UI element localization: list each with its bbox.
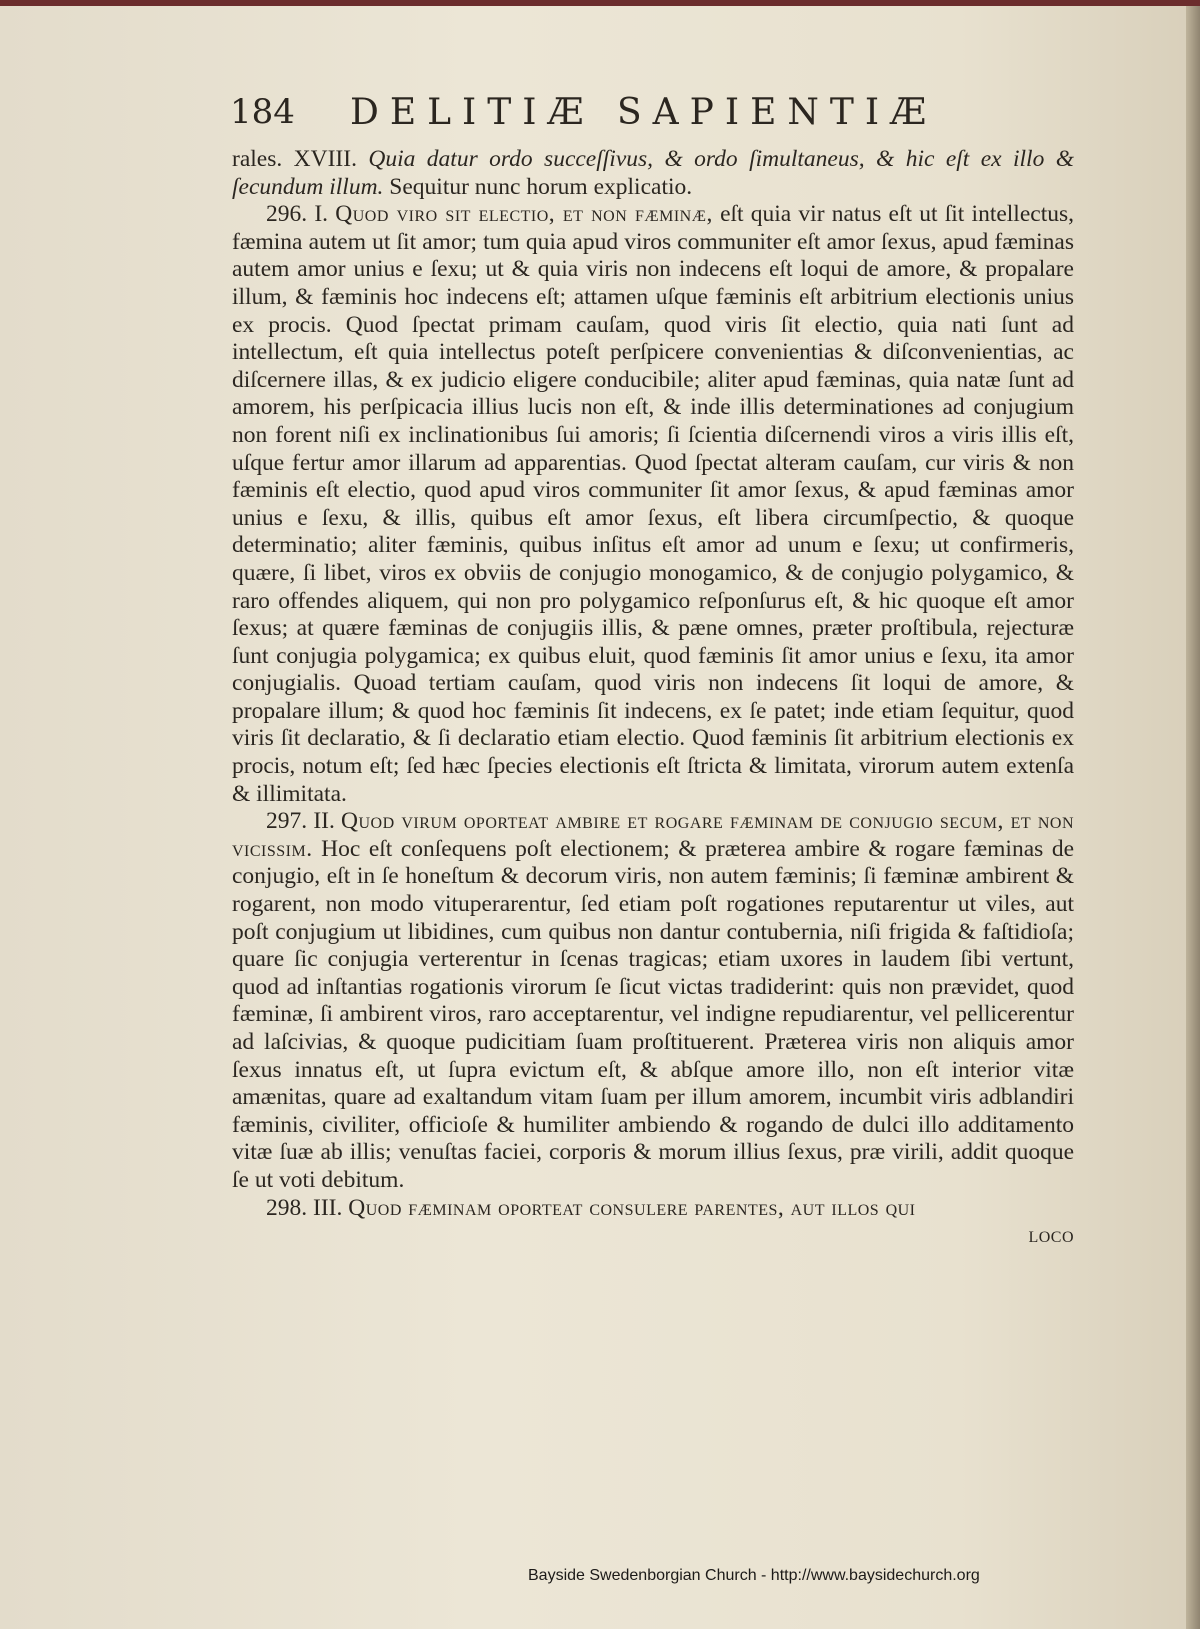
paragraph-heading: Quod fæminam oporteat consulere parentes, aut illos qui bbox=[348, 1194, 916, 1221]
paragraph-text: eſt quia vir natus eſt ut ſit intellectus, fæmina autem ut ſit amor; tum quia apud viros communiter eſt amor ſexus, apud fæminas autem amor unius e ſexu; ut & quia viris non indecens eſt loqui de amore, & propalare illum, & fæminis hoc indecens eſt; attamen uſque fæminis eſt arbitrium electionis unius ex procis. Quod ſpectat primam cauſam, quod viris ſit electio, quia nati ſunt ad intellectum, eſt quia intellectus poteſt perſpicere convenientias & diſconvenientias, ac diſcernere illas, & ex judicio eligere conducibile; aliter apud fæminas, quia natæ ſunt ad amorem, his perſpicacia illius lucis non eſt, & inde illis determinationes ad conjugium non forent niſi ex inclinationibus ſui amoris; ſi ſcientia diſcernendi viros a viris illis eſt, uſque fertur amor illarum ad apparentias. Quod ſpectat alteram cauſam, cur viris & non fæminis eſt electio, quod apud viros communiter ſit amor ſexus, & apud fæminas amor unius e ſexu, & illis, quibus eſt amor ſexus, eſt libera circumſpectio, & quoque determinatio; aliter fæminis, quibus inſitus eſt amor ad unum e ſexu; ut confirmeris, quære, ſi libet, viros ex obviis de conjugio monogamico, & de conjugio polygamico, & raro offendes aliquem, qui non pro polygamico reſponſurus eſt, & hic quoque eſt amor ſexus; at quære fæminas de conjugiis illis, & pæne omnes, præter proſtibula, rejecturæ ſunt conjugia polygamica; ex quibus eluit, quod fæminis ſit amor unius e ſexu, ita amor conjugialis. Quoad tertiam cauſam, quod viris non indecens ſit loqui de amore, & propalare illum; & quod hoc fæminis ſit indecens, ex ſe patet; inde etiam ſequitur, quod viris ſit declaratio, & ſi declaratio etiam electio. Quod fæminis ſit arbitrium electionis ex procis, notum eſt; ſed hæc ſpecies electionis eſt ſtricta & limitata, virorum autem extenſa & illimitata. bbox=[232, 201, 1075, 807]
intro-tail: Sequitur nunc horum explicatio. bbox=[389, 173, 693, 200]
intro-paragraph bbox=[232, 146, 1074, 201]
catchword: loco bbox=[1028, 1222, 1074, 1249]
paragraph-heading: Quod virum oporteat ambire et rogare fæminam de conjugio secum, et non vicissim. bbox=[232, 808, 1074, 862]
paragraph-number: 297. II. bbox=[266, 808, 335, 835]
intro-lead: rales. XVIII. bbox=[232, 146, 357, 172]
paragraph-number: 296. I. bbox=[266, 201, 329, 228]
body-text bbox=[232, 146, 1074, 1250]
intro-italic: Quia datur ordo succeſſivus, & ordo ſimultaneus, & hic eſt ex illo & ſecundum illum. bbox=[232, 146, 1075, 200]
book-page bbox=[0, 6, 1200, 1629]
page-header bbox=[230, 92, 1050, 148]
paragraph-heading: Quod viro sit electio, et non fæminæ, bbox=[335, 201, 713, 228]
paragraph-296 bbox=[232, 201, 1074, 808]
page-gutter bbox=[1186, 6, 1200, 1629]
paragraph-298 bbox=[232, 1195, 1074, 1223]
page-number: 184 bbox=[230, 92, 295, 132]
paragraph-number: 298. III. bbox=[266, 1194, 343, 1221]
paragraph-text: Hoc eſt conſequens poſt electionem; & præterea ambire & rogare fæminas de conjugio, eſt in ſe honeſtum & decorum viris, non autem fæminis; ſi fæminæ ambirent & rogarent, non modo vituperarentur, ſed etiam poſt rogationes reputarentur ut viles, aut poſt conjugium ut libidines, cum quibus non dantur contubernia, niſi frigida & faſtidioſa; quare ſic conjugia verterentur in ſcenas tragicas; etiam uxores in laudem ſibi vertunt, quod ad inſtantias rogationis virorum ſe ſicut victas tradiderint: quis non prævidet, quod fæminæ, ſi ambirent viros, raro acceptarentur, vel indigne repudiarentur, vel pellicerentur ad laſcivias, & quoque pudicitiam ſuam proſtituerent. Præterea viris non aliquis amor ſexus innatus eſt, ut ſupra evictum eſt, & abſque amore illo, non eſt interior vitæ amænitas, quare ad exaltandum vitam ſuam per illum amorem, incumbit viris adblandiri fæminis, civiliter, officioſe & humiliter ambiendo & rogando de dulci illo additamento vitæ ſuæ ab illis; venuſtas faciei, corporis & morum illius ſexus, præ virili, addit quoque ſe ut voti debitum. bbox=[232, 835, 1074, 1193]
source-credit: Bayside Swedenborgian Church - http://www.baysidechurch.org bbox=[528, 1567, 980, 1584]
paragraph-297 bbox=[232, 808, 1074, 1194]
running-title: DELITIÆ SAPIENTIÆ bbox=[350, 92, 938, 133]
